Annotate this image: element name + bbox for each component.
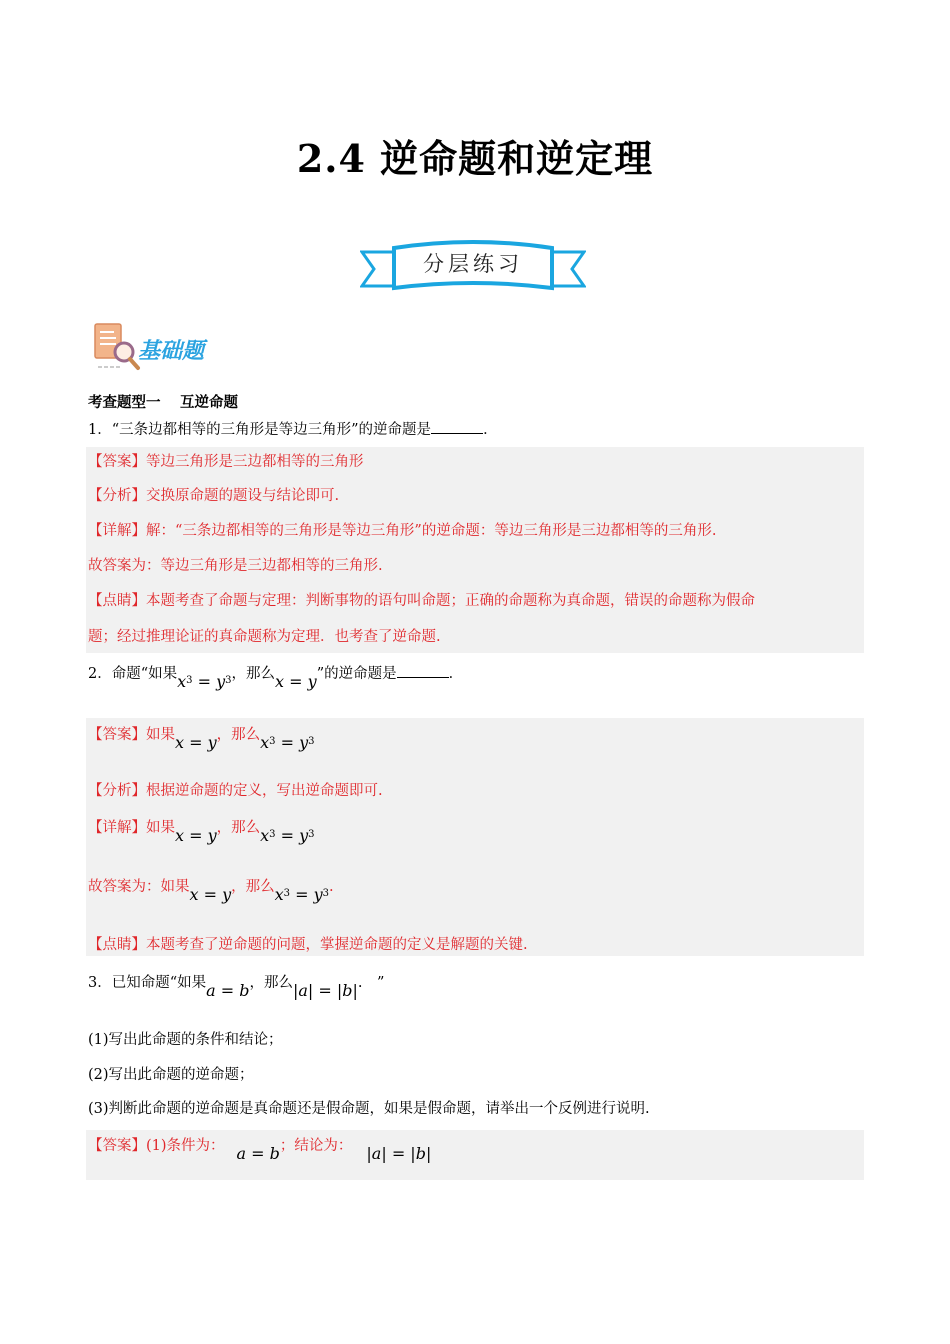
answer-box-1 xyxy=(86,447,864,653)
q2-answer: 【答案】如果x = y，那么$x^3 = y^3$ xyxy=(88,727,315,752)
q1-analysis: 【分析】交换原命题的题设与结论即可. xyxy=(88,488,340,504)
page-title: 2.4 逆命题和逆定理 xyxy=(296,136,654,181)
q3-sub-2: (2)写出此命题的逆命题； xyxy=(88,1067,254,1083)
q3-sub-3: (3)判断此命题的逆命题是真命题还是假命题，如果是假命题，请举出一个反例进行说明. xyxy=(88,1101,650,1117)
question-3: 3．已知命题“如果a = b，那么|a| = |b|. ” xyxy=(88,975,385,1000)
section-header xyxy=(92,322,205,370)
question-1: 1．“三条边都相等的三角形是等边三角形”的逆命题是 ． xyxy=(88,419,498,440)
q1-answer: 【答案】等边三角形是三边都相等的三角形 xyxy=(88,454,364,470)
q1-conclusion: 故答案为：等边三角形是三边都相等的三角形. xyxy=(88,558,383,574)
q2-conclusion: 故答案为：如果x = y，那么$x^3 = y^3$. xyxy=(88,879,334,904)
document-magnifier-icon xyxy=(92,322,144,372)
answer-blank xyxy=(431,419,483,434)
q2-analysis: 【分析】根据逆命题的定义，写出逆命题即可. xyxy=(88,783,383,799)
section-label: 基础题 xyxy=(138,338,205,364)
q1-comment-cont: 题；经过推理论证的真命题称为定理．也考查了逆命题. xyxy=(88,629,441,645)
practice-banner xyxy=(360,238,586,296)
q1-detail: 【详解】解：“三条边都相等的三角形是等边三角形”的逆命题：等边三角形是三边都相等的三角形. xyxy=(88,523,717,539)
q3-sub-1: (1)写出此命题的条件和结论； xyxy=(88,1032,283,1048)
banner-label: 分层练习 xyxy=(423,252,523,276)
question-2: 2．命题“如果$x^3 = y^3$，那么x = y”的逆命题是 ． xyxy=(88,663,463,686)
q3-answer: 【答案】(1)条件为： a = b；结论为： |a| = |b| xyxy=(88,1138,432,1163)
q1-comment: 【点睛】本题考查了命题与定理：判断事物的语句叫命题；正确的命题称为真命题，错误的命题称为假命 xyxy=(88,593,755,609)
topic-heading: 考查题型一 互逆命题 xyxy=(88,395,239,411)
q2-detail: 【详解】如果x = y，那么$x^3 = y^3$ xyxy=(88,820,315,845)
q2-comment: 【点睛】本题考查了逆命题的问题，掌握逆命题的定义是解题的关键. xyxy=(88,937,528,953)
